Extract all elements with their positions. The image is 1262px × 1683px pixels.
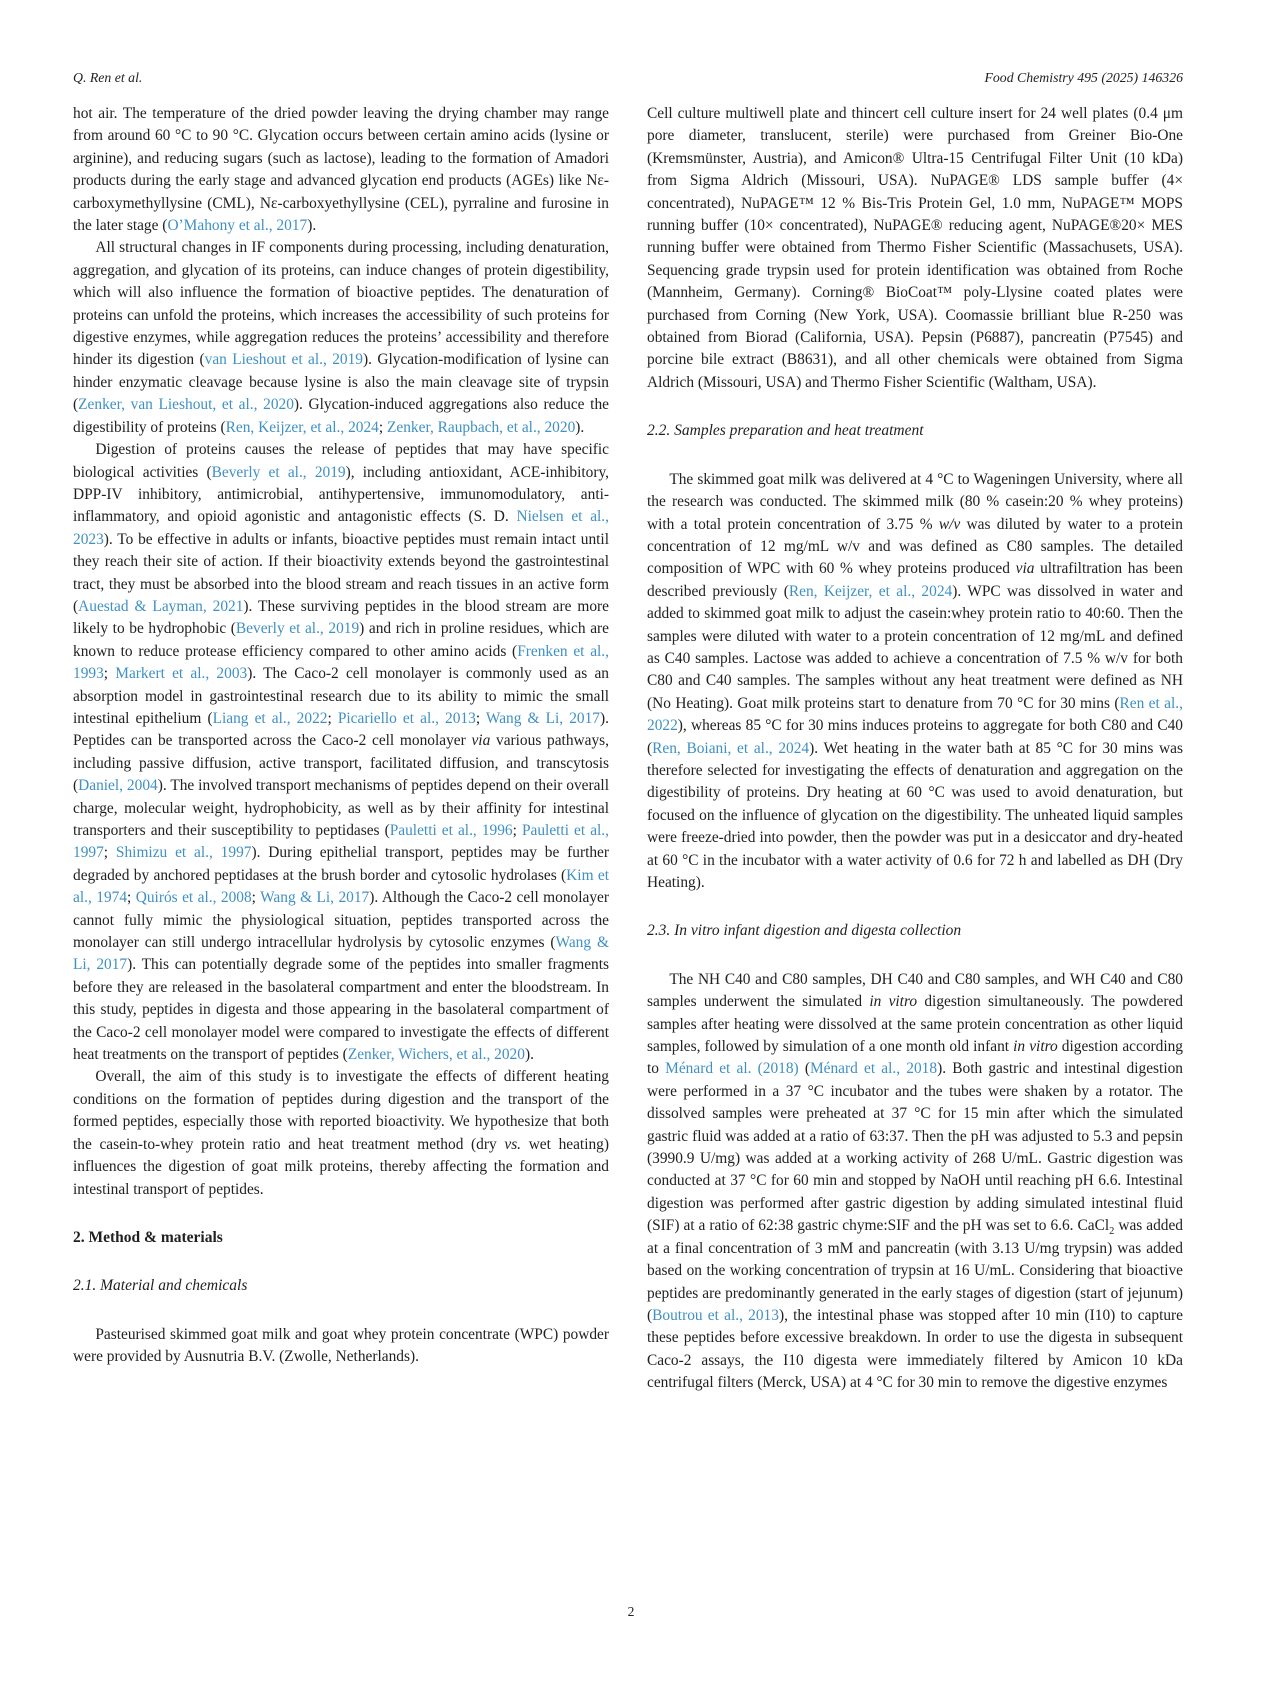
text-segment: various pathways, including passive diffusion, active transport, facilitated diffusion, and transcytosis (	[73, 732, 609, 795]
text-segment: ;	[103, 844, 116, 862]
text-segment: ). Although the Caco-2 cell monolayer cannot fully mimic the physiological situation, peptides transported across the monolayer can still undergo intracellular hydrolysis by cytosolic enzymes (	[73, 889, 609, 952]
paragraph	[647, 969, 1183, 1395]
text-segment: ). The involved transport mechanisms of peptides depend on their overall charge, molecular weight, hydrophobicity, as well as by their affinity for intestinal transporters and their susceptibility to peptidases (	[73, 777, 609, 839]
subsection-heading-digestion: 2.3. In vitro infant digestion and digesta collection	[647, 922, 962, 940]
subsection-heading-materials: 2.1. Material and chemicals	[73, 1277, 248, 1295]
text-segment: ). Both gastric and intestinal digestion were performed in a 37 °C incubator and the tubes were shaken by a rotator. The dissolved samples were preheated at 37 °C for 15 min after which the simulated gastric fluid was added at a ratio of 63:37. Then the pH was adjusted to 5.3 and pepsin (3990.9 U/mg) was added at a working activity of 268 U/mL. Gastric digestion was conducted at 37 °C for 60 min and stopped by NaOH until reaching pH 6.6. Intestinal digestion was performed after gastric digestion by adding simulated intestinal fluid (SIF) at a ratio of 62:38 gastric chyme:SIF and the pH was set to 6.6. CaCl	[647, 1060, 1183, 1235]
text-segment: ;	[251, 889, 261, 907]
text-segment: Pasteurised skimmed goat milk and goat whey protein concentrate (WPC) powder were provided by Ausnutria B.V. (Zwolle, Netherlands).	[73, 1325, 609, 1366]
text-segment: via	[1015, 560, 1035, 578]
text-segment: ). This can potentially degrade some of the peptides into smaller fragments before they are released in the basolateral compartment and enter the bloodstream. In this study, peptides in digesta and those appearing in the basolateral compartment of the Caco-2 cell monolayer model were compared to investigate the effects of different heat treatments on the transport of peptides (	[73, 956, 609, 1064]
paragraph	[647, 469, 1183, 895]
text-segment: ) and rich in proline residues, which are known to reduce protease efficiency compared to other amino acids (	[73, 620, 609, 660]
right-column	[647, 103, 1183, 1395]
citation-link[interactable]: Ren, Keijzer, et al., 2024	[788, 582, 953, 600]
paragraph	[73, 1066, 609, 1200]
text-segment: via	[471, 732, 491, 750]
text-segment: 2	[1109, 1226, 1115, 1238]
citation-link[interactable]: Wang & Li, 2017	[73, 934, 609, 974]
text-segment: ), the intestinal phase was stopped after 10 min (I10) to capture these peptides before excessive breakdown. In order to use the digesta in subsequent Caco-2 assays, the I10 digesta were immediately filtered by Amicon 10 kDa centrifugal filters (Merck, USA) at 4 °C for 30 min to remove the digestive enzymes	[647, 1306, 1183, 1392]
text-segment: ), whereas 85 °C for 30 mins induces proteins to aggregate for both C80 and C40 (	[647, 717, 1183, 757]
paragraph	[73, 237, 609, 439]
text-segment: vs.	[504, 1135, 522, 1153]
paragraph	[647, 103, 1183, 394]
text-segment: ). These surviving peptides in the blood stream are more likely to be hydrophobic (	[73, 597, 609, 638]
citation-link[interactable]: Beverly et al., 2019	[211, 463, 346, 481]
citation-link[interactable]: Ren, Keijzer, et al., 2024	[225, 418, 379, 436]
text-segment: ). Glycation-induced aggregations also reduce the digestibility of proteins (	[73, 396, 609, 436]
citation-link[interactable]: Daniel, 2004	[78, 777, 158, 795]
text-segment: ).	[307, 217, 317, 235]
citation-link[interactable]: O’Mahony et al., 2017	[167, 217, 308, 235]
citation-link[interactable]: van Lieshout et al., 2019	[204, 351, 364, 369]
text-segment: Cell culture multiwell plate and thincert cell culture insert for 24 well plates (0.4 μm pore diameter, translucent, sterile) were purchased from Greiner Bio-One (Kremsmünster, Austria), and Amicon® Ultra-15 Centrifugal Filter Unit (10 kDa) from Sigma Aldrich (Missouri, USA). NuPAGE® LDS sample buffer (4× concentrated), NuPAGE™ 12 % Bis-Tris Protein Gel, 1.0 mm, NuPAGE™ MOPS running buffer (10× concentrated), NuPAGE® reducing agent, NuPAGE®20× MES running buffer were obtained from Thermo Fisher Scientific (Massachusets, USA). Sequencing grade trypsin used for protein identification was obtained from Roche (Mannheim, Germany). Corning® BioCoat™ poly-Llysine coated plates were purchased from Corning (New York, USA). Coomassie brilliant blue R-250 was obtained from Biorad (California, USA). Pepsin (P6887), pancreatin (P7545) and porcine bile extract (B8631), and all other chemicals were obtained from Sigma Aldrich (Missouri, USA) and Thermo Fisher Scientific (Waltham, USA).	[647, 105, 1183, 391]
page-number: 2	[627, 1604, 635, 1619]
citation-link[interactable]: Zenker, Wichers, et al., 2020	[347, 1046, 525, 1064]
text-segment: was added at a final concentration of 3 mM and pancreatin (with 3.13 U/mg trypsin) was added based on the working concentration of trypsin at 16 U/mL. Considering that bioactive peptides are predominantly generated in the early stages of digestion (start of jejunum) (	[647, 1217, 1183, 1324]
text-segment: w/v	[938, 515, 961, 533]
text-segment: ). To be effective in adults or infants, bioactive peptides must remain intact until they reach their site of action. If their bioactivity extends beyond the gastrointestinal tract, they must be absorbed into the blood stream and reach tissues in an active form (	[73, 530, 609, 615]
citation-link[interactable]: Pauletti et al., 1997	[73, 822, 609, 862]
text-segment: ;	[378, 418, 387, 436]
citation-link[interactable]: Kim et al., 1974	[73, 866, 609, 907]
text-segment: was diluted by water to a protein concentration of 12 mg/mL w/v and was defined as C80 samples. The detailed composition of WPC with 60 % whey proteins produced	[647, 515, 1183, 578]
citation-link[interactable]: Ren, Boiani, et al., 2024	[652, 739, 810, 757]
page-footer	[0, 1604, 1262, 1620]
citation-link[interactable]: Frenken et al., 1993	[73, 642, 609, 683]
text-segment: digestion according to	[647, 1038, 1183, 1078]
text-segment: ). Peptides can be transported across the Caco-2 cell monolayer	[73, 709, 609, 750]
text-segment: ). The Caco-2 cell monolayer is commonly used as an absorption model in gastrointestinal research due to its ability to mimic the small intestinal epithelium (	[73, 665, 609, 727]
text-segment: digestion simultaneously. The powdered samples after heating were dissolved at the same protein concentration as other liquid samples, followed by simulation of a one month old infant	[647, 993, 1183, 1056]
citation-link[interactable]: Markert et al., 2003	[115, 665, 248, 683]
citation-link[interactable]: Zenker, van Lieshout, et al., 2020	[78, 396, 294, 414]
citation-link[interactable]: Beverly et al., 2019	[235, 620, 360, 638]
citation-link[interactable]: Shimizu et al., 1997	[115, 844, 252, 862]
text-segment: hot air. The temperature of the dried powder leaving the drying chamber may range from around 60 °C to 90 °C. Glycation occurs between certain amino acids (lysine or arginine), and reducing sugars (such as lactose), leading to the formation of Amadori products during the early stage and advanced glycation end products (AGEs) like Nε-carboxymethyllysine (CML), Nε-carboxyethyllysine (CEL), pyrraline and furosine in the later stage (	[73, 105, 609, 235]
running-head-journal: Food Chemistry 495 (2025) 146326	[984, 70, 1183, 85]
text-segment: The NH C40 and C80 samples, DH C40 and C80 samples, and WH C40 and C80 samples underwent the simulated	[647, 970, 1183, 1011]
citation-link[interactable]: Boutrou et al., 2013	[652, 1306, 779, 1324]
text-segment: in vitro	[1013, 1038, 1058, 1056]
citation-link[interactable]: Zenker, Raupbach, et al., 2020	[386, 418, 576, 436]
citation-link[interactable]: Wang & Li, 2017	[485, 709, 601, 727]
citation-link[interactable]: Ren et al., 2022	[647, 694, 1183, 735]
subsection-heading-samples: 2.2. Samples preparation and heat treatment	[647, 422, 924, 440]
text-segment: ;	[475, 709, 486, 727]
paragraph	[73, 439, 609, 1066]
text-segment: ;	[327, 709, 338, 727]
text-segment: ). During epithelial transport, peptides may be further degraded by anchored peptidases at the brush border and cytosolic hydrolases (	[73, 844, 609, 884]
text-segment: ).	[524, 1046, 534, 1064]
text-segment: ). WPC was dissolved in water and added to skimmed goat milk to adjust the casein:whey protein ratio to 40:60. Then the samples were diluted with water to a protein concentration of 12 mg/mL and defined as C40 samples. Lactose was added to achieve a concentration of 7.5 % w/v for both C80 and C40 samples. The samples without any heat treatment were defined as NH (No Heating). Goat milk proteins start to denature from 70 °C for 30 mins (	[647, 582, 1183, 712]
paragraph	[73, 103, 609, 237]
citation-link[interactable]: Ménard et al. (2018)	[665, 1060, 799, 1078]
text-segment: All structural changes in IF components during processing, including denaturation, aggregation, and glycation of its proteins, can induce changes of protein digestibility, which will also influence the formation of bioactive peptides. The denaturation of proteins can unfold the proteins, which increases the accessibility of such proteins for digestive enzymes, while aggregation reduces the proteins’ accessibility and therefore hinder its digestion (	[73, 239, 609, 369]
text-segment: (	[798, 1060, 810, 1078]
citation-link[interactable]: Liang et al., 2022	[212, 709, 328, 727]
text-segment: ), including antioxidant, ACE-inhibitory, DPP-IV inhibitory, antimicrobial, antihypertensive, immunomodulatory, anti-inflammatory, and opioid agonistic and antagonistic effects (S. D.	[73, 463, 609, 526]
text-segment: The skimmed goat milk was delivered at 4 °C to Wageningen University, where all the research was conducted. The skimmed milk (80 % casein:20 % whey proteins) with a total protein concentration of 3.75 %	[647, 470, 1183, 533]
running-header	[73, 70, 1183, 86]
text-segment: ). Glycation-modification of lysine can hinder enzymatic cleavage because lysine is also the main cleavage site of trypsin (	[73, 351, 609, 414]
citation-link[interactable]: Picariello et al., 2013	[337, 709, 476, 727]
citation-link[interactable]: Pauletti et al., 1996	[389, 822, 513, 839]
text-segment: ;	[103, 665, 116, 683]
running-head-authors: Q. Ren et al.	[73, 70, 143, 85]
citation-link[interactable]: Nielsen et al., 2023	[73, 508, 610, 548]
text-segment: ;	[127, 889, 136, 907]
text-segment: ;	[512, 822, 522, 839]
paragraph	[73, 1324, 609, 1369]
text-segment: Overall, the aim of this study is to investigate the effects of different heating conditions on the formation of peptides during digestion and the transport of the formed peptides, especially those with reported bioactivity. We hypothesize that both the casein-to-whey protein ratio and heat treatment method (dry	[73, 1068, 609, 1153]
two-column-body	[73, 103, 1183, 1395]
text-segment: ). Wet heating in the water bath at 85 °C for 30 mins was therefore selected for investigating the effects of denaturation and aggregation on the digestibility of proteins. Dry heating at 60 °C was used to avoid denaturation, but focused on the influence of glycation on the digestibility. The unheated liquid samples were freeze-dried into powder, then the powder was put in a desiccator and dry-heated at 60 °C in the incubator with a water activity of 0.6 for 72 h and labelled as DH (Dry Heating).	[647, 739, 1183, 891]
text-segment: Digestion of proteins causes the release of peptides that may have specific biological activities (	[73, 441, 609, 481]
text-segment: ).	[575, 418, 585, 436]
section-heading-methods: 2. Method & materials	[73, 1228, 223, 1246]
text-segment: wet heating) influences the digestion of goat milk proteins, thereby affecting the formation and intestinal transport of peptides.	[73, 1135, 610, 1198]
text-segment: ultrafiltration has been described previously (	[647, 560, 1183, 600]
text-segment: in vitro	[869, 993, 918, 1011]
citation-link[interactable]: Auestad & Layman, 2021	[78, 597, 244, 615]
citation-link[interactable]: Quirós et al., 2008	[135, 889, 252, 907]
citation-link[interactable]: Wang & Li, 2017	[260, 889, 370, 907]
left-column	[73, 103, 609, 1395]
citation-link[interactable]: Ménard et al., 2018	[809, 1060, 938, 1078]
